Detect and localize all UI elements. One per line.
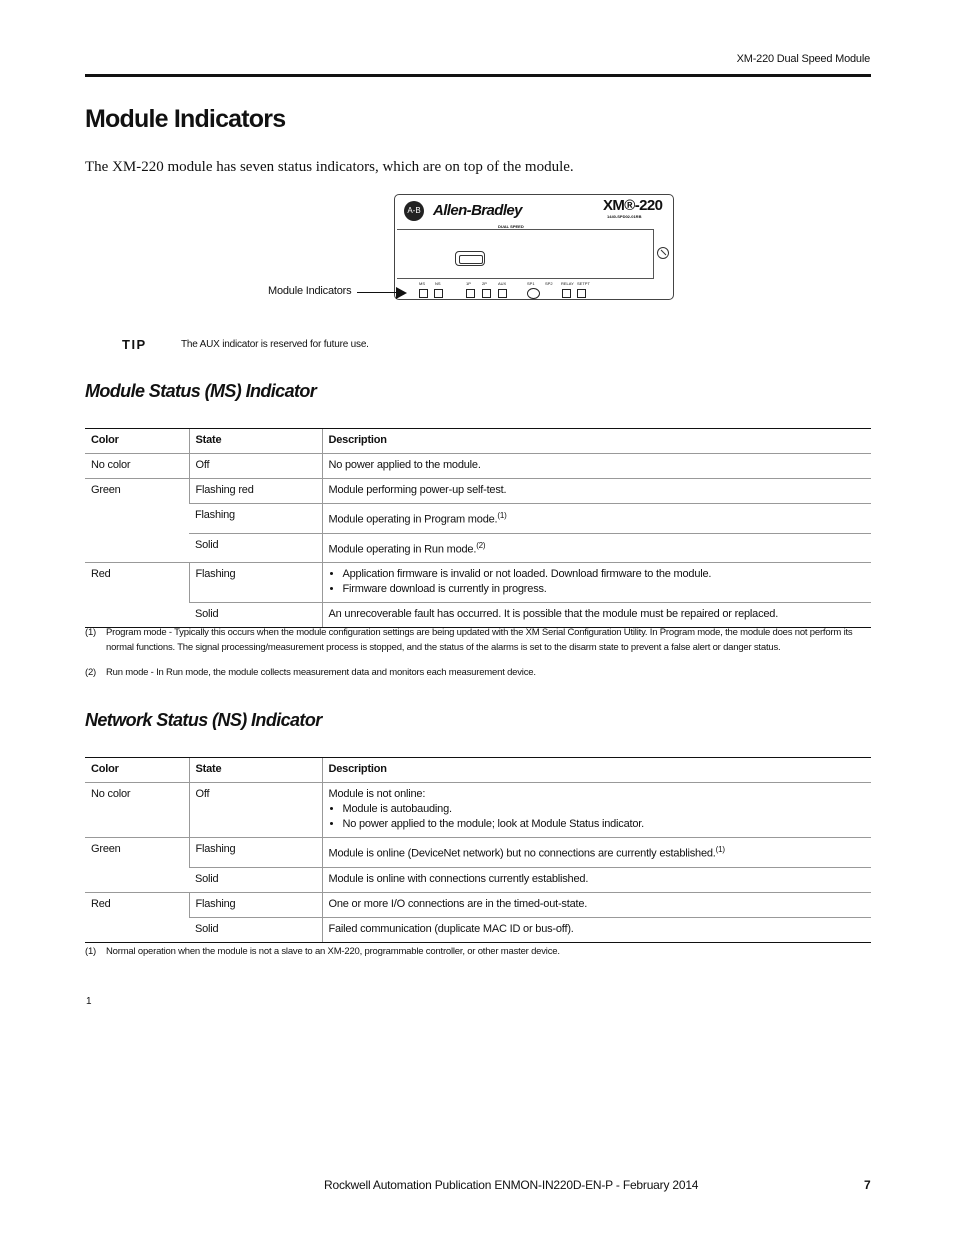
column-header-description: Description [322,758,871,783]
footnote-ref[interactable]: (1) [497,511,507,520]
ns-section-title: Network Status (NS) Indicator [85,710,322,730]
table-header-row [85,429,871,454]
tip-text: The AUX indicator is reserved for future use. [181,339,369,350]
ns-footnote-1 [85,944,871,959]
cell-state: Flashing [189,504,322,534]
figure-brand: Allen-Bradley [433,202,522,219]
footnote-ref[interactable]: (1) [715,845,725,854]
led-setpt-icon [577,289,586,298]
figure-callout-label: Module Indicators [268,285,352,297]
table-row [85,917,871,942]
table-row [85,867,871,892]
cell-color: Red [85,563,189,628]
led-label-sp2: SP2 [545,281,553,286]
description-text: Module operating in Run mode. [328,543,477,556]
cell-state: Flashing [189,563,322,603]
cell-state: Solid [189,533,322,563]
figure-subtitle: DUAL SPEED [498,224,524,229]
column-header-color: Color [85,429,189,454]
ms-footnote-1 [85,625,871,655]
cell-color: No color [85,783,189,838]
column-header-state: State [189,758,322,783]
cell-state: Flashing [189,838,322,868]
list-item: • Application firmware is invalid or not loaded. Download firmware to the module. [343,567,866,582]
led-label-ms: MS [419,281,425,286]
table-header-row [85,758,871,783]
cell-color: Green [85,838,189,893]
column-header-description: Description [322,429,871,454]
table-row [85,479,871,504]
module-front-panel [397,229,654,279]
footer-publication: Rockwell Automation Publication ENMON-IN220D-EN-P - February 2014 [324,1178,699,1192]
led-label-sp1: SP1 [527,281,535,286]
cell-color: Red [85,892,189,942]
cell-state: Off [189,783,322,838]
led-label-1p: 1P [466,281,471,286]
cell-state: Flashing [189,892,322,917]
running-header: XM-220 Dual Speed Module [736,53,870,65]
footnote-text: Program mode - Typically this occurs when the module configuration settings are being updated with the XM Serial Configuration Utility. In Program mode, the module does not perform its normal functions. The signal processing/measurement process is stopped, and the status of the alarms is set to the disarm state to prevent a false alert or danger status. [106,627,853,653]
footnote-ref[interactable]: (2) [476,540,486,550]
led-label-relay: RELAY [561,281,574,286]
table-row [85,533,871,563]
intro-paragraph: The XM-220 module has seven status indicators, which are on top of the module. [85,159,574,175]
cell-description: Module is online with connections currently established. [322,867,871,892]
callout-arrow-icon [396,287,407,299]
cell-description [322,838,871,868]
cell-description: One or more I/O connections are in the timed-out-state. [322,892,871,917]
cell-state: Solid [189,917,322,942]
cell-description [322,504,871,534]
led-2p-icon [482,289,491,298]
figure-catalog-number: 1440-SPD02-01RB [607,214,642,219]
led-aux-icon [498,289,507,298]
rotary-switch-icon [657,247,669,259]
page-mark: 1 [86,996,92,1007]
description-text: Module is not online: [328,788,426,800]
footnote-text: Run mode - In Run mode, the module collects measurement data and monitors each measurement device. [106,667,536,678]
led-ns-icon [434,289,443,298]
page-title: Module Indicators [85,105,286,133]
led-sp-icon [527,288,540,299]
cell-description [322,563,871,603]
list-item: • No power applied to the module; look at Module Status indicator. [343,817,866,832]
tip-label: TIP [122,337,147,352]
footnote-number: (1) [85,627,97,638]
cell-description: An unrecoverable fault has occurred. It is possible that the module must be repaired or replaced. [322,603,871,628]
table-row [85,504,871,534]
cell-color: Green [85,479,189,563]
cell-description [322,533,871,563]
list-item: • Firmware download is currently in progress. [343,582,866,597]
cell-description [322,783,871,838]
description-text: Module is online (DeviceNet network) but no connections are currently established. [328,847,716,860]
ms-section-title: Module Status (MS) Indicator [85,381,317,401]
module-figure [394,194,674,300]
cell-description: Module performing power-up self-test. [322,479,871,504]
callout-arrow-line [357,292,397,293]
footnote-text: Normal operation when the module is not a slave to an XM-220, programmable controller, or other master device. [106,946,560,957]
table-row [85,892,871,917]
description-text: Module operating in Program mode. [328,513,498,526]
page-number: 7 [864,1178,871,1192]
led-ms-icon [419,289,428,298]
footnote-number: (1) [85,946,97,957]
led-relay-icon [562,289,571,298]
ms-footnote-2 [85,665,871,680]
cell-state: Solid [189,603,322,628]
led-label-aux: AUX [498,281,507,286]
footnote-number: (2) [85,667,97,678]
cell-description: Failed communication (duplicate MAC ID or bus-off). [322,917,871,942]
figure-model: XM®-220 [603,197,663,214]
ns-status-table [85,757,871,943]
serial-port-icon [455,251,485,266]
ms-status-table [85,428,871,628]
table-row [85,563,871,603]
list-item: • Module is autobauding. [343,802,866,817]
table-row [85,454,871,479]
header-rule [85,74,871,77]
column-header-color: Color [85,758,189,783]
cell-description: No power applied to the module. [322,454,871,479]
cell-state: Off [189,454,322,479]
led-label-2p: 2P [482,281,487,286]
allen-bradley-logo-icon: A-B [404,201,424,221]
cell-state: Flashing red [189,479,322,504]
table-row [85,838,871,868]
led-label-ns: NS [435,281,441,286]
led-label-setpt: SETPT [577,281,590,286]
led-1p-icon [466,289,475,298]
bullet-list [329,567,866,597]
column-header-state: State [189,429,322,454]
bullet-list [329,802,866,832]
cell-state: Solid [189,867,322,892]
table-row [85,783,871,838]
cell-color: No color [85,454,189,479]
